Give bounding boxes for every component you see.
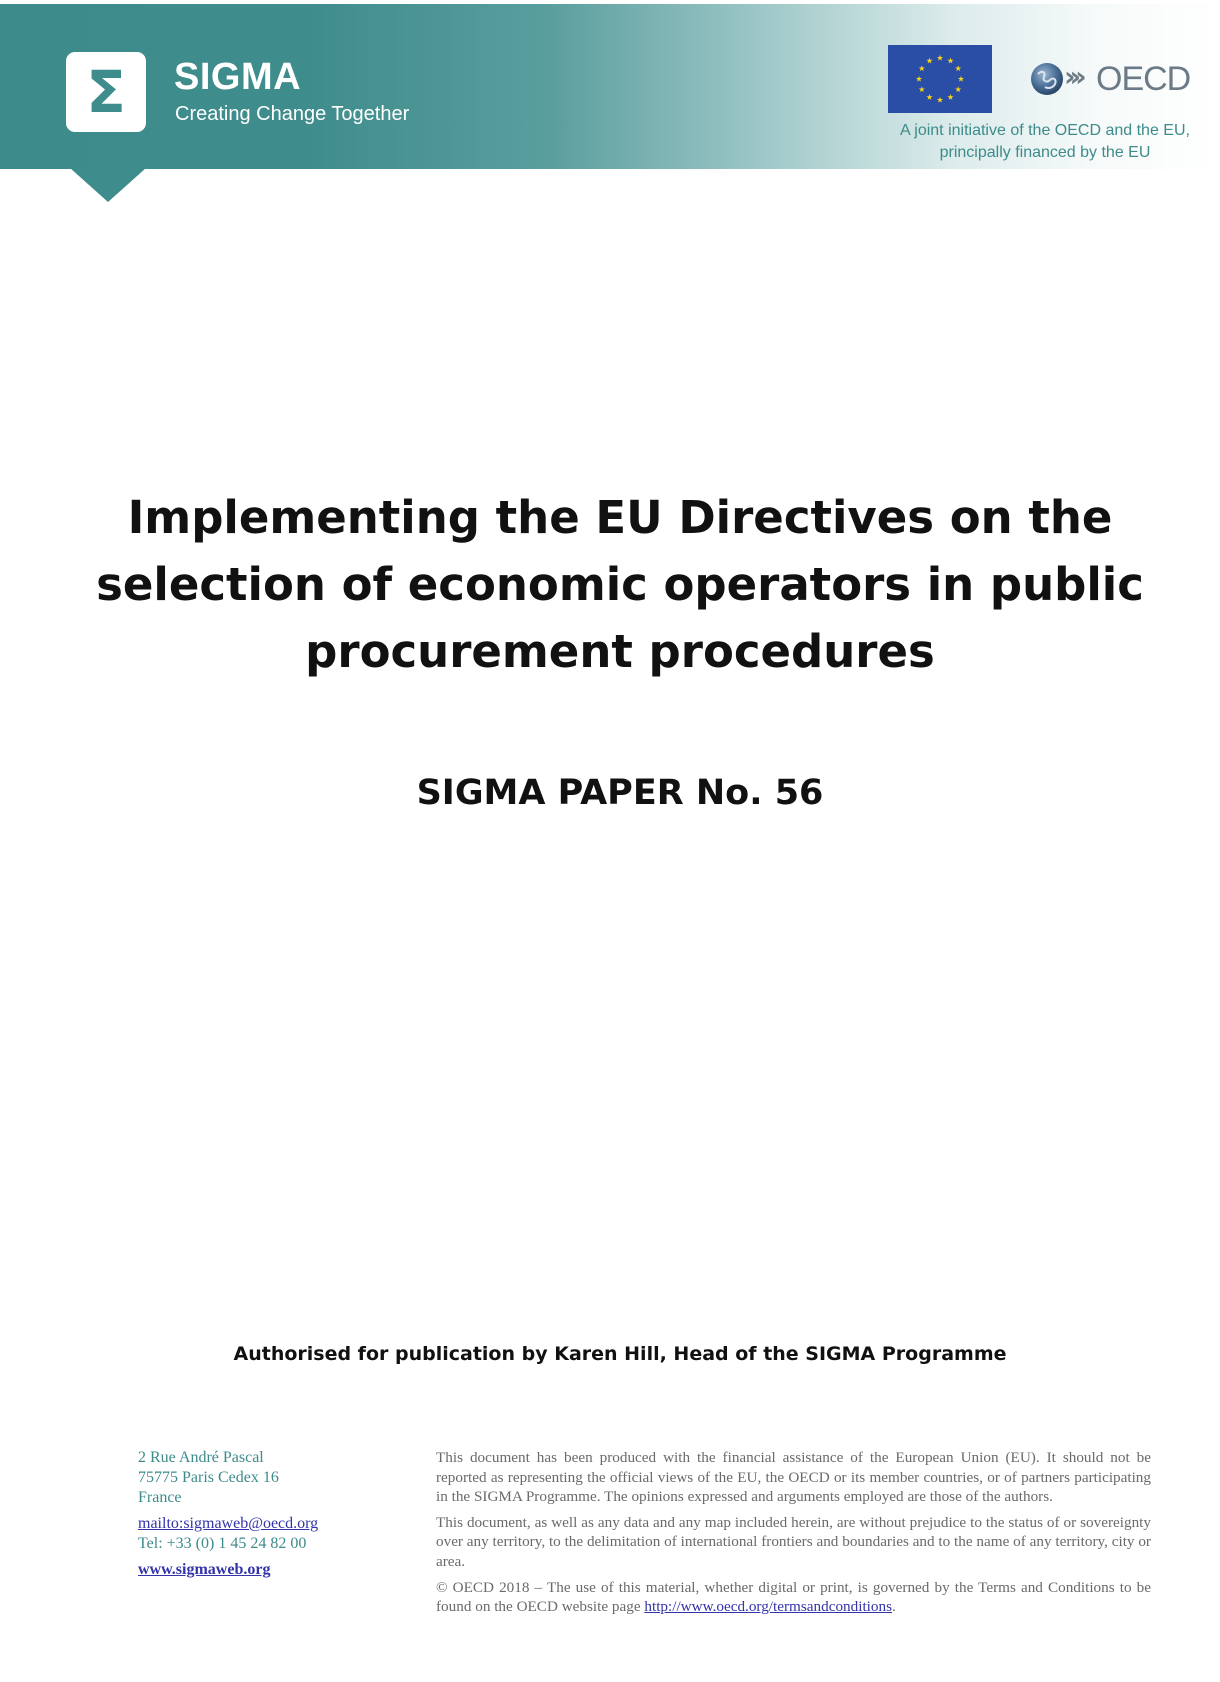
sigma-logo — [66, 52, 146, 132]
eu-flag-icon — [888, 45, 992, 113]
disclaimer-3-prefix: © OECD 2018 – The use of this material, whether digital or print, is governed by the Terms and Conditions to be found on the OECD website page — [436, 1578, 1151, 1616]
globe-icon — [1030, 62, 1064, 96]
disclaimer-paragraph-1: This document has been produced with the financial assistance of the European Union (EU). It should not be reported as representing the official views of the EU, the OECD or its member countries, or of partners participating in the SIGMA Programme. The opinions expressed and arguments employed are those of the authors. — [436, 1449, 1151, 1506]
chevrons-icon: ››› — [1064, 60, 1081, 93]
document-title — [80, 484, 1160, 685]
title-line-1: Implementing the EU Directives on the — [127, 491, 1113, 544]
brand-tagline: Creating Change Together — [175, 103, 410, 125]
website-link[interactable]: www.sigmaweb.org — [138, 1561, 271, 1578]
disclaimer-3-suffix: . — [891, 1598, 896, 1616]
address-line-2: 75775 Paris Cedex 16 — [138, 1469, 279, 1486]
sigma-icon: Σ — [86, 58, 126, 126]
address-line-3: France — [138, 1489, 182, 1506]
eu-star — [955, 86, 961, 92]
eu-star — [919, 65, 925, 71]
banner-notch — [70, 168, 146, 202]
contact-address — [138, 1448, 438, 1580]
eu-star — [958, 76, 964, 82]
email-link[interactable]: mailto:sigmaweb@oecd.org — [138, 1515, 319, 1532]
header-banner — [0, 4, 1220, 169]
oecd-wordmark: OECD — [1096, 60, 1191, 98]
eu-star — [919, 86, 925, 92]
title-line-3: procurement procedures — [305, 625, 935, 678]
title-line-2: selection of economic operators in public — [96, 558, 1144, 611]
address-line-1: 2 Rue André Pascal — [138, 1449, 264, 1466]
paper-number: SIGMA PAPER No. 56 — [416, 773, 824, 813]
eu-star — [955, 65, 961, 71]
joint-initiative-line1: A joint initiative of the OECD and the EU, — [900, 122, 1190, 139]
joint-initiative-line2: principally financed by the EU — [939, 144, 1151, 161]
disclaimer-paragraph-3 — [436, 1578, 1151, 1617]
eu-star — [947, 94, 953, 100]
joint-initiative-note — [880, 120, 1210, 164]
telephone: Tel: +33 (0) 1 45 24 82 00 — [138, 1535, 307, 1552]
eu-star — [926, 94, 932, 100]
disclaimer-paragraph-2: This document, as well as any data and any map included herein, are without prejudice to the status of or sovereignty over any territory, to the delimitation of international frontiers and boundaries and to the name of any territory, city or area. — [436, 1513, 1151, 1570]
eu-star — [926, 58, 932, 64]
brand-name: SIGMA — [174, 56, 302, 98]
eu-star — [937, 97, 943, 103]
disclaimer — [436, 1448, 1151, 1623]
eu-star — [937, 55, 943, 61]
eu-star — [916, 76, 922, 82]
eu-star — [947, 58, 953, 64]
authorisation-statement: Authorised for publication by Karen Hill, Head of the SIGMA Programme — [233, 1343, 1007, 1365]
terms-link[interactable]: http://www.oecd.org/termsandconditions — [644, 1598, 892, 1616]
